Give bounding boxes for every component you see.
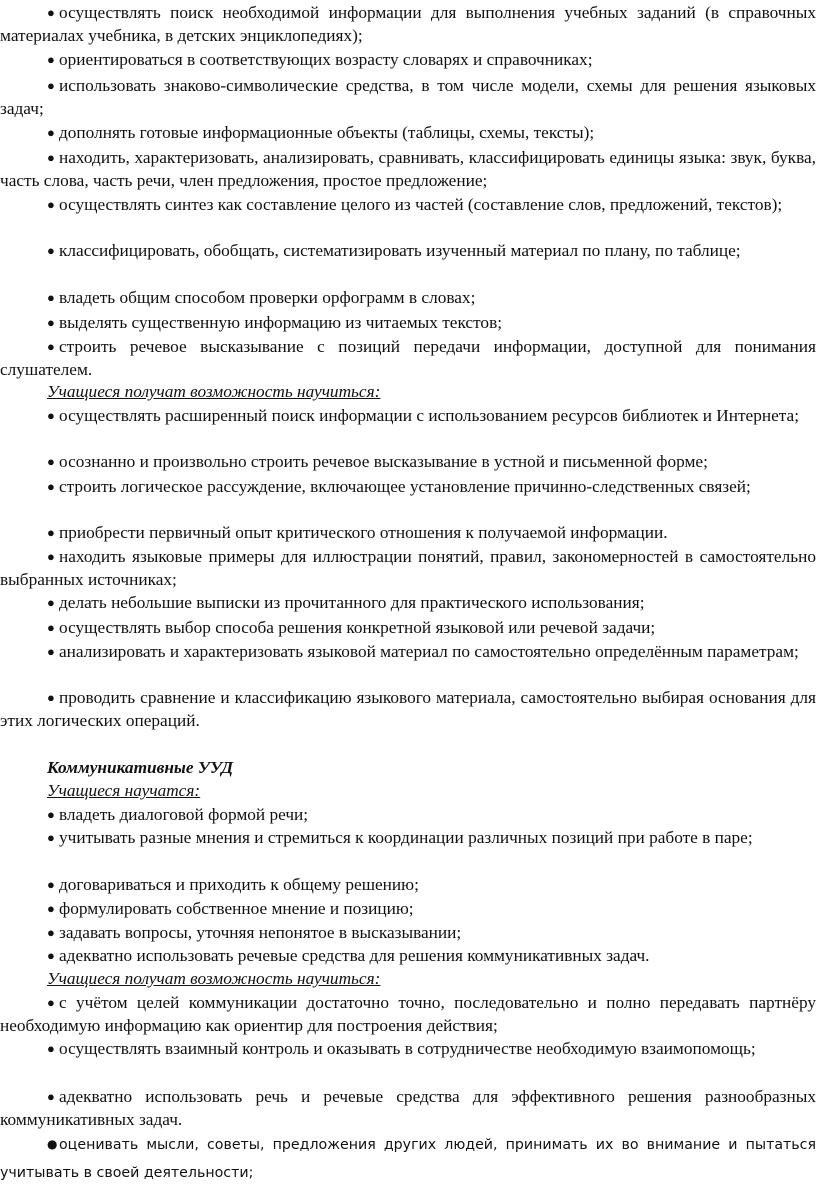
list-item: ● оценивать мысли, советы, предложения других людей, принимать их во внимание и пытаться учитывать в своей деятельности; <box>0 1130 816 1187</box>
bullet-icon: ● <box>47 690 55 705</box>
list-item: ● с учётом целей коммуникации достаточно точно, последовательно и полно передавать партнёру необходимую информацию как ориентир для построения действия; <box>0 993 816 1035</box>
list-item: ● использовать знаково-символические средства, в том числе модели, схемы для решения языковых задач; <box>0 76 816 118</box>
list-item: ● осуществлять взаимный контроль и оказывать в сотрудничестве необходимую взаимопомощь; <box>0 1038 816 1061</box>
bullet-icon: ● <box>47 830 55 845</box>
section-title: Коммуникативные УУД <box>47 758 234 777</box>
bullet-icon: ● <box>47 150 55 165</box>
bullet-icon: ● <box>47 315 55 330</box>
bullet-icon: ● <box>47 1041 55 1056</box>
list-item: ● проводить сравнение и классификацию языкового материала, самостоятельно выбирая основания для этих логических операций. <box>0 688 816 730</box>
list-item: ● классифицировать, обобщать, систематизировать изученный материал по плану, по таблице; <box>0 240 816 263</box>
bullet-icon: ● <box>47 479 55 494</box>
list-item: ● строить речевое высказывание с позиций передачи информации, доступной для понимания слушателем. <box>0 337 816 379</box>
bullet-icon: ● <box>47 525 55 540</box>
bullet-icon: ● <box>47 1137 58 1151</box>
list-item: ● осуществлять синтез как составление целого из частей (составление слов, предложений, текстов); <box>0 194 816 217</box>
list-item: ● адекватно использовать речевые средства для решения коммуникативных задач. <box>0 945 816 968</box>
list-item: ● ориентироваться в соответствующих возрасту словарях и справочниках; <box>0 49 816 72</box>
bullet-icon: ● <box>47 339 55 354</box>
bullet-icon: ● <box>47 454 55 469</box>
bullet-icon: ● <box>47 644 55 659</box>
bullet-icon: ● <box>47 78 55 93</box>
bullet-icon: ● <box>47 1089 55 1104</box>
subheading-opportunities: Учащиеся получат возможность научиться: <box>47 382 381 401</box>
list-item: ● задавать вопросы, уточняя непонятое в высказывании; <box>0 922 816 945</box>
list-item: ● дополнять готовые информационные объекты (таблицы, схемы, тексты); <box>0 122 816 145</box>
bullet-icon: ● <box>47 125 55 140</box>
subheading-will-learn: Учащиеся научатся: <box>47 781 201 800</box>
bullet-icon: ● <box>47 901 55 916</box>
bullet-icon: ● <box>47 408 55 423</box>
bullet-icon: ● <box>47 52 55 67</box>
bullet-icon: ● <box>47 925 55 940</box>
list-item: ● выделять существенную информацию из читаемых текстов; <box>0 312 816 335</box>
list-item: ● осуществлять поиск необходимой информации для выполнения учебных заданий (в справочных материалах учебника, в детских энциклопедиях); <box>0 3 816 45</box>
list-item: ● владеть диалоговой формой речи; <box>0 804 816 827</box>
list-item: ● анализировать и характеризовать языковой материал по самостоятельно определённым параметрам; <box>0 641 816 664</box>
list-item: ● учитывать разные мнения и стремиться к координации различных позиций при работе в паре; <box>0 827 816 850</box>
bullet-icon: ● <box>47 290 55 305</box>
bullet-icon: ● <box>47 948 55 963</box>
bullet-icon: ● <box>47 243 55 258</box>
list-item: ● строить логическое рассуждение, включающее установление причинно-следственных связей; <box>0 476 816 499</box>
bullet-icon: ● <box>47 807 55 822</box>
bullet-icon: ● <box>47 595 55 610</box>
list-item: ● адекватно использовать речь и речевые средства для эффективного решения разнообразных коммуникативных задач. <box>0 1087 816 1129</box>
bullet-icon: ● <box>47 5 55 20</box>
list-item: ● делать небольшие выписки из прочитанного для практического использования; <box>0 592 816 615</box>
list-item: ● находить языковые примеры для иллюстрации понятий, правил, закономерностей в самостоятельно выбранных источниках; <box>0 547 816 589</box>
bullet-icon: ● <box>47 995 55 1010</box>
bullet-icon: ● <box>47 549 55 564</box>
bullet-icon: ● <box>47 620 55 635</box>
list-item: ● осуществлять расширенный поиск информации с использованием ресурсов библиотек и Интернета; <box>0 405 816 428</box>
subheading-opportunities: Учащиеся получат возможность научиться: <box>47 969 381 988</box>
list-item: ● приобрести первичный опыт критического отношения к получаемой информации. <box>0 522 816 545</box>
bullet-icon: ● <box>47 877 55 892</box>
bullet-icon: ● <box>47 197 55 212</box>
list-item: ● осознанно и произвольно строить речевое высказывание в устной и письменной форме; <box>0 451 816 474</box>
list-item: ● договариваться и приходить к общему решению; <box>0 874 816 897</box>
list-item: ● формулировать собственное мнение и позицию; <box>0 898 816 921</box>
list-item: ● находить, характеризовать, анализировать, сравнивать, классифицировать единицы языка: звук, буква, часть слова, часть речи, член предложения, простое предложение; <box>0 148 816 190</box>
list-item: ● осуществлять выбор способа решения конкретной языковой или речевой задачи; <box>0 617 816 640</box>
list-item: ● владеть общим способом проверки орфограмм в словах; <box>0 287 816 310</box>
